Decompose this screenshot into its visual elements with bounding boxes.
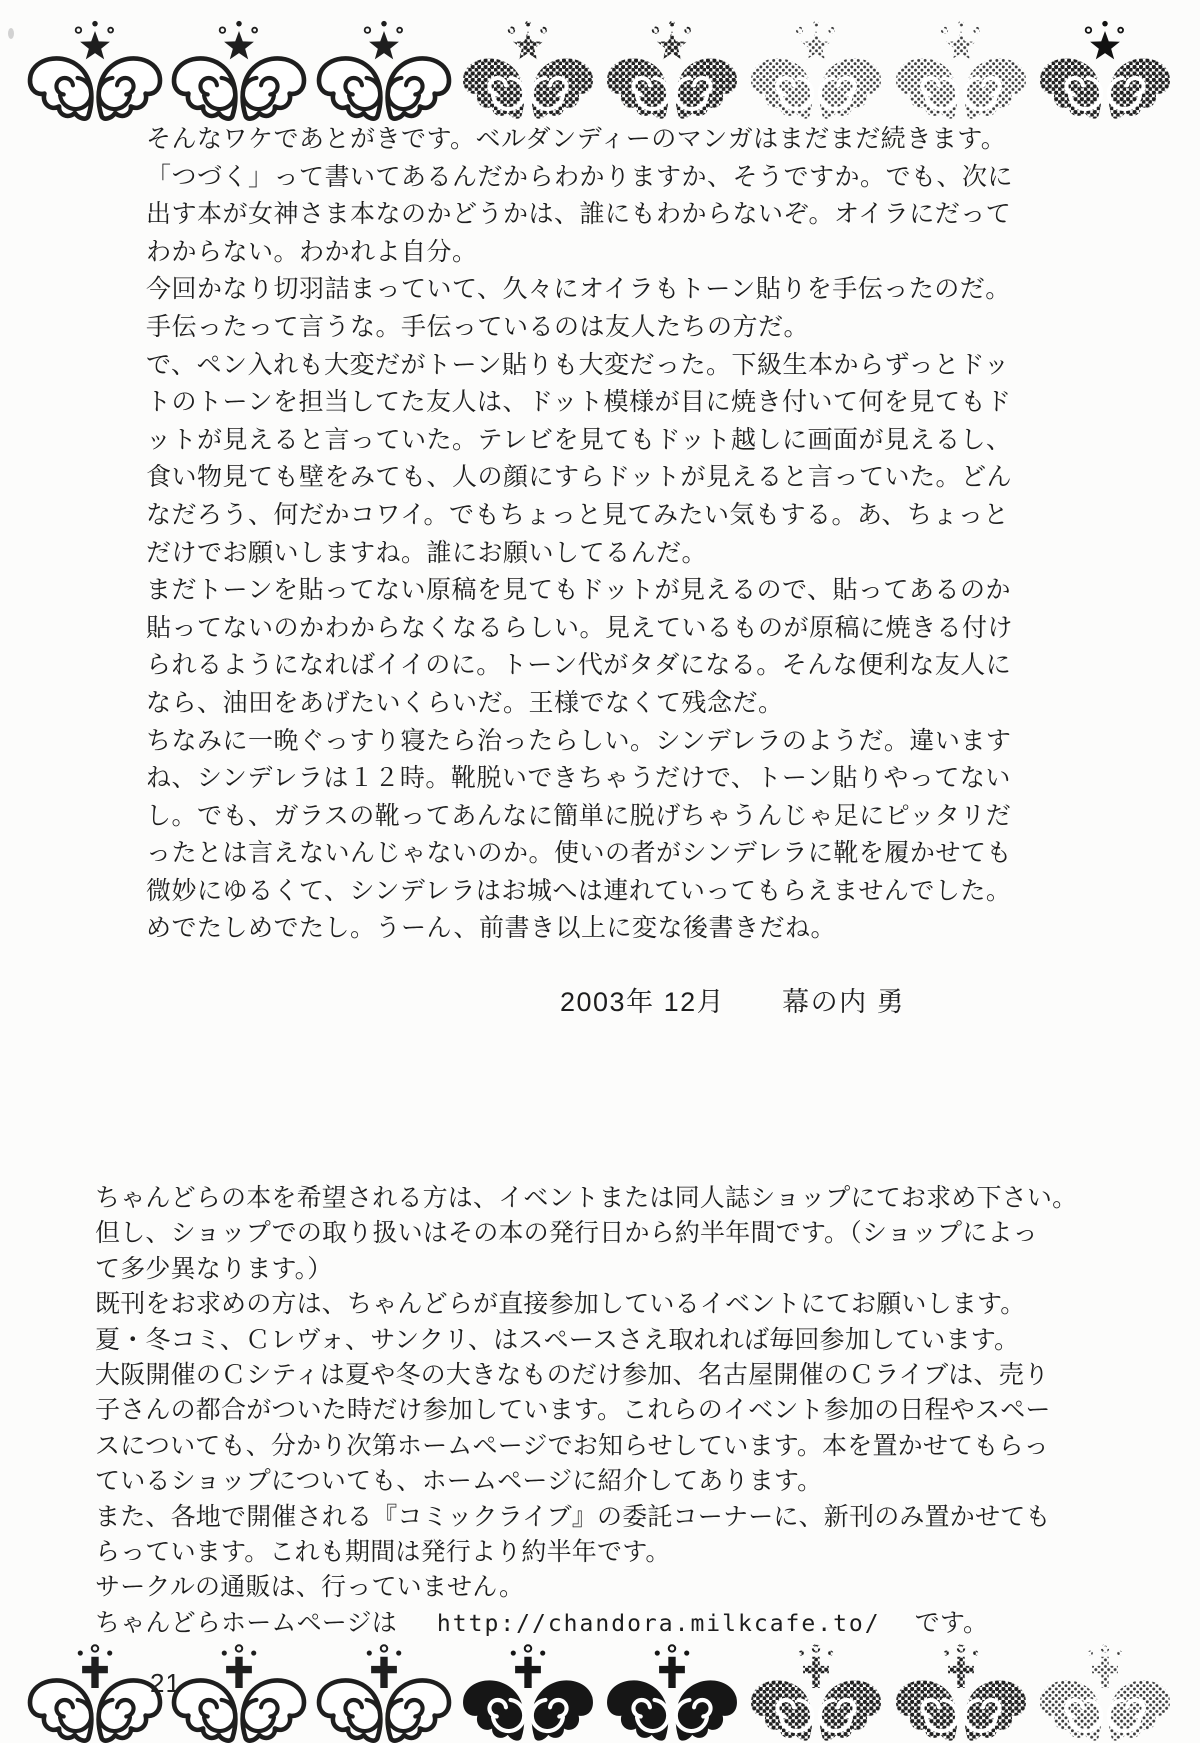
info-line: ているショップについても、ホームページに紹介してあります。 [95, 1467, 823, 1496]
winged-star-ornament-icon [603, 20, 741, 123]
afterword-line: ったとは言えないんじゃないのか。使いの者がシンデレラに靴を履かせても [146, 839, 1012, 868]
winged-cross-ornament-icon [459, 1642, 597, 1743]
afterword-line: 貼ってないのかわからなくなるらしい。見えているものが原稿に焼きる付け [146, 613, 1014, 642]
homepage-suffix: です。 [914, 1608, 989, 1637]
afterword-line: ね、シンデレラは１２時。靴脱いできちゃうだけで、トーン貼りやってない [146, 764, 1011, 793]
afterword-line: 食い物見ても壁をみても、人の顔にすらドットが見えると言っていた。どん [146, 463, 1013, 492]
winged-star-ornament-icon [892, 20, 1030, 123]
afterword-line: なだろう、何だかコワイ。でもちょっと見てみたい気もする。あ、ちょっと [146, 500, 1010, 529]
top-ornament-border [26, 20, 1174, 123]
info-line: スについても、分かり次第ホームページでお知らせしています。本を置かせてもらっ [95, 1431, 1049, 1460]
afterword-line: なら、油田をあげたいくらいだ。王様でなくて残念だ。 [146, 688, 784, 717]
circle-info-text [95, 1181, 1077, 1642]
afterword-line: めでたしめでたし。うーん、前書き以上に変な後書きだね。 [146, 914, 837, 943]
winged-cross-ornament-icon [892, 1642, 1030, 1743]
winged-star-ornament-icon [170, 20, 308, 123]
winged-star-ornament-icon [315, 20, 453, 123]
info-line: また、各地で開催される『コミックライブ』の委託コーナーに、新刊のみ置かせても [95, 1502, 1051, 1531]
winged-star-ornament-icon [1036, 20, 1174, 123]
homepage-label: ちゃんどらホームページは [95, 1608, 397, 1637]
info-line: サークルの通販は、行っていません。 [95, 1573, 525, 1602]
winged-star-ornament-icon [26, 20, 164, 123]
info-line: 既刊をお求めの方は、ちゃんどらが直接参加しているイベントにてお願いします。 [95, 1290, 1026, 1319]
homepage-line [95, 1606, 1077, 1642]
afterword-text [146, 121, 1013, 948]
afterword-line: まだトーンを貼ってない原稿を見てもドットが見えるので、貼ってあるのか [146, 576, 1012, 605]
info-line: 大阪開催のＣシティは夏や冬の大きなものだけ参加、名古屋開催のＣライブは、売り [95, 1361, 1050, 1390]
afterword-line: し。でも、ガラスの靴ってあんなに簡単に脱げちゃうんじゃ足にピッタリだ [146, 801, 1012, 830]
winged-cross-ornament-icon [26, 1642, 164, 1743]
info-line: ちゃんどらの本を希望される方は、イベントまたは同人誌ショップにてお求め下さい。 [95, 1184, 1078, 1212]
afterword-line: そんなワケであとがきです。ベルダンディーのマンガはまだまだ続きます。 [146, 125, 1007, 153]
info-line: 子さんの都合がついた時だけ参加しています。これらのイベント参加の日程やスペー [95, 1396, 1051, 1425]
signature-line: 2003年 12月 幕の内 勇 [560, 987, 906, 1017]
afterword-line: 今回かなり切羽詰まっていて、久々にオイラもトーン貼りを手伝ったのだ。 [146, 275, 1011, 304]
afterword-line: トのトーンを担当してた友人は、ドット模様が目に焼き付いて何を見てもド [146, 388, 1012, 417]
info-line: て多少異なります。） [95, 1254, 333, 1283]
afterword-line: だけでお願いしますね。誰にお願いしてるんだ。 [146, 538, 708, 567]
afterword-line: で、ペン入れも大変だがトーン貼りも大変だった。下級生本からずっとドッ [146, 350, 1010, 379]
afterword-line: ちなみに一晩ぐっすり寝たら治ったらしい。シンデレラのようだ。違います [146, 726, 1012, 755]
winged-cross-ornament-icon [315, 1642, 453, 1743]
winged-cross-ornament-icon [747, 1642, 885, 1743]
homepage-url: http://chandora.milkcafe.to/ [436, 1610, 881, 1637]
info-line: らっています。これも期間は発行より約半年です。 [95, 1538, 671, 1567]
winged-cross-ornament-icon [603, 1642, 741, 1743]
afterword-line: 「つづく」って書いてあるんだからわかりますか、そうですか。でも、次に [146, 162, 1014, 191]
circle-info-lines [95, 1181, 1077, 1606]
scan-speck [8, 28, 14, 39]
page-number: 21 [150, 1668, 181, 1698]
winged-star-ornament-icon [459, 20, 597, 123]
afterword-line: わからない。わかれよ自分。 [146, 237, 478, 266]
winged-cross-ornament-icon [1036, 1642, 1174, 1743]
info-line: 但し、ショップでの取り扱いはその本の発行日から約半年間です。（ショップによっ [95, 1219, 1038, 1248]
winged-cross-ornament-icon [170, 1642, 308, 1743]
afterword-line: られるようになればイイのに。トーン代がタダになる。そんな便利な友人に [146, 651, 1012, 680]
bottom-ornament-border [26, 1642, 1174, 1743]
info-line: 夏・冬コミ、Ｃレヴォ、サンクリ、はスペースさえ取れれば毎回参加しています。 [95, 1325, 1020, 1354]
afterword-line: 出す本が女神さま本なのかどうかは、誰にもわからないぞ。オイラにだって [146, 200, 1012, 229]
afterword-line: ットが見えると言っていた。テレビを見てもドット越しに画面が見えるし、 [146, 425, 1012, 454]
afterword-line: 微妙にゆるくて、シンデレラはお城へは連れていってもらえませんでした。 [146, 876, 1012, 905]
winged-star-ornament-icon [747, 20, 885, 123]
afterword-line: 手伝ったって言うな。手伝っているのは友人たちの方だ。 [146, 312, 810, 341]
